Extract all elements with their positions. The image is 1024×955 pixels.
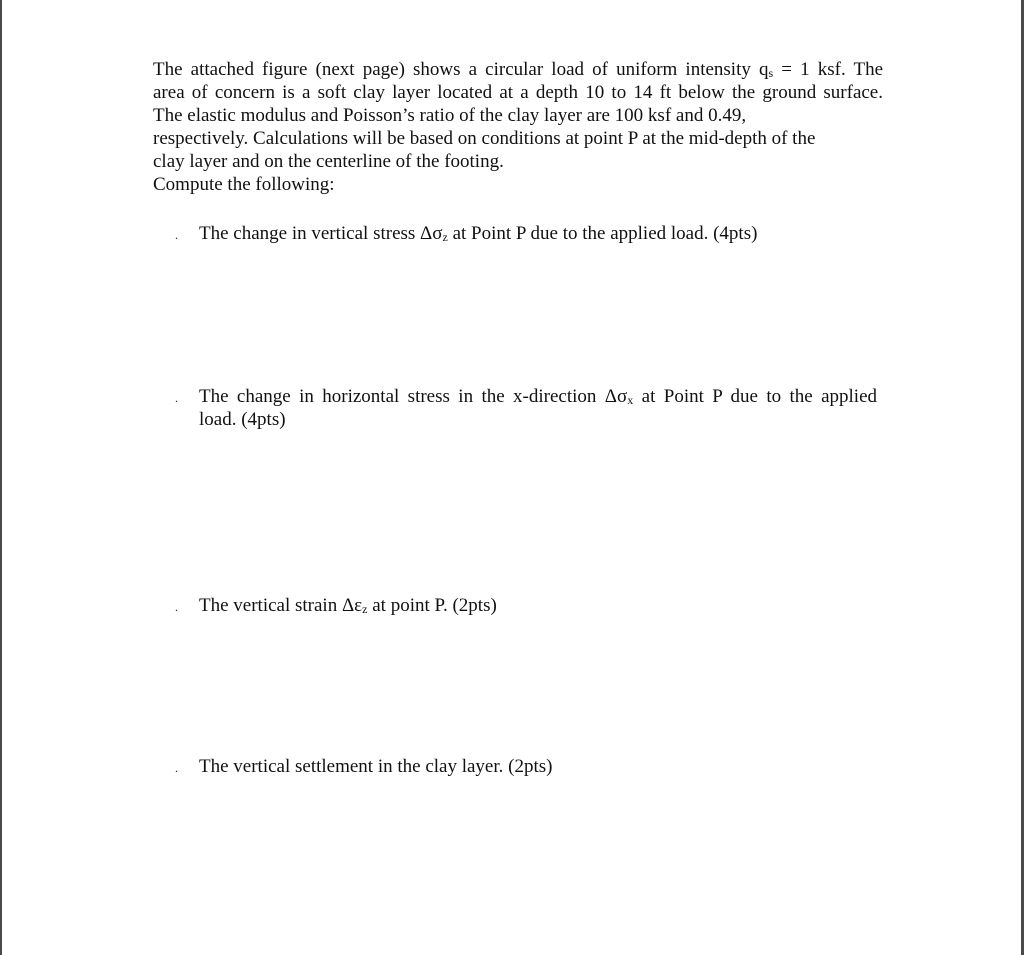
question-text: The vertical settlement in the clay layer. (2pts)	[199, 756, 553, 777]
problem-line-3: The elastic modulus and Poisson’s ratio of the clay layer are 100 ksf and 0.49,	[153, 105, 747, 126]
question-text: The vertical strain $\Delta\varepsilon_z$ at point P. (2pts)	[199, 595, 497, 616]
left-page-border	[0, 0, 2, 955]
problem-line-4: respectively. Calculations will be based on conditions at point P at the mid-depth of the	[153, 128, 816, 149]
problem-statement	[153, 58, 883, 196]
problem-line-5: clay layer and on the centerline of the footing.	[153, 151, 504, 172]
question-text: The change in horizontal stress in the x-direction $\Delta\sigma_x$ at Point P due to the applied load. (4pts)	[199, 386, 878, 430]
subscript: x	[627, 393, 634, 407]
document-page	[153, 58, 883, 196]
problem-line-1: The attached figure (next page) shows a circular load of uniform intensity $q_s = 1$ ksf. The	[153, 59, 884, 80]
bullet-icon: .	[175, 600, 178, 614]
bullet-icon: .	[175, 391, 178, 405]
question-text: The change in vertical stress $\Delta\sigma_z$ at Point P due to the applied load. (4pts)	[199, 223, 758, 244]
bullet-icon: .	[175, 228, 178, 242]
problem-line-2: area of concern is a soft clay layer located at a depth 10 to 14 ft below the ground surface.	[153, 82, 883, 103]
subscript: z	[442, 230, 448, 244]
subscript: z	[362, 602, 368, 616]
bullet-icon: .	[175, 761, 178, 775]
compute-heading: Compute the following:	[153, 174, 335, 195]
qs-subscript: s	[768, 66, 774, 80]
